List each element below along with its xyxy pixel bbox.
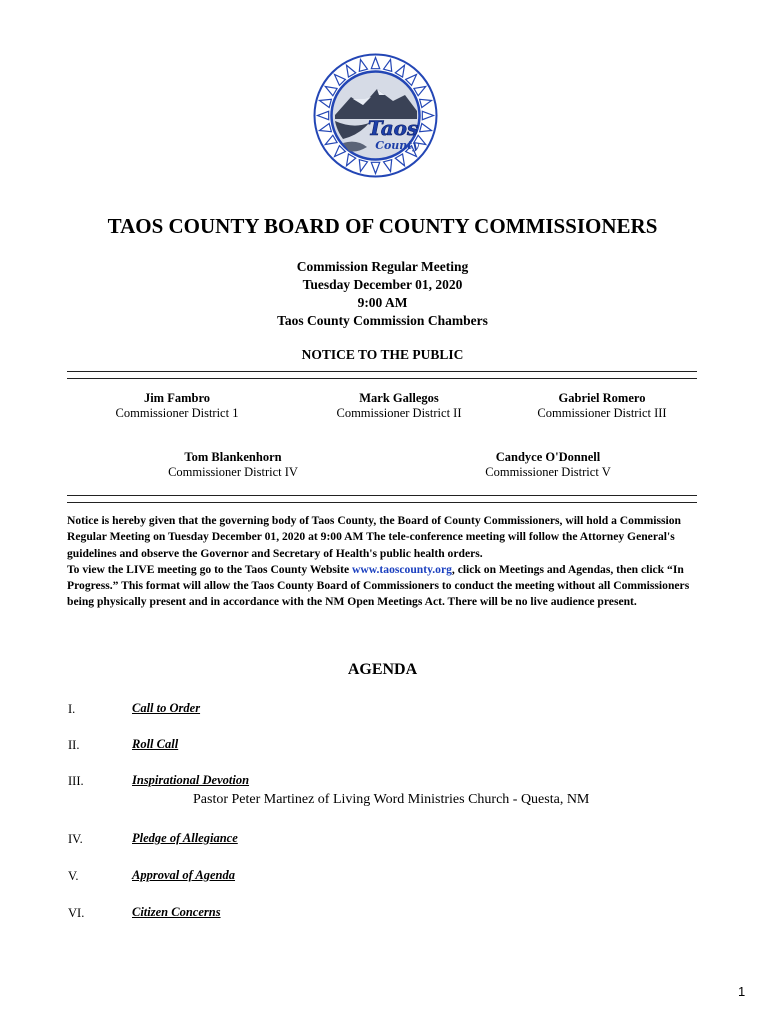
- notice-paragraph: Notice is hereby given that the governing body of Taos County, the Board of County Commissioners, will hold a Commission Regular Meeting on Tuesday December 01, 2020 at 9:00 AM The tele-conference meeting will follow the Attorney General's guidelines and observe the Governor and Secretary of Health's public health orders.: [67, 514, 681, 560]
- notice-text: , click on Meetings and Agendas, then click “In Progress.” This format will allow the Taos County Board of Commissioners to conduct the meeting without all Commissioners being physically present and in accordance with the NM Open Meetings Act. There will be no live audience present.: [67, 562, 690, 609]
- page-title: TAOS COUNTY BOARD OF COUNTY COMMISSIONERS: [107, 214, 658, 238]
- county-website-link[interactable]: www.taoscounty.org: [352, 562, 452, 576]
- agenda-item-number: I.: [68, 702, 76, 716]
- agenda-item-number: II.: [68, 738, 80, 752]
- agenda-item-number: VI.: [68, 906, 85, 920]
- commissioner-card: [143, 450, 323, 480]
- commissioner-district: Commissioner District III: [537, 406, 667, 420]
- commissioner-name: Gabriel Romero: [558, 391, 646, 405]
- meeting-location: Taos County Commission Chambers: [277, 313, 488, 328]
- seal-text-line2: County: [375, 139, 419, 152]
- taos-county-seal-logo: [313, 53, 438, 178]
- commissioner-district: Commissioner District V: [485, 465, 611, 479]
- agenda-item-number: III.: [68, 774, 84, 788]
- agenda-item-detail: Pastor Peter Martinez of Living Word Ministries Church - Questa, NM: [193, 792, 590, 807]
- commissioner-card: [512, 391, 692, 421]
- divider-top-1: [67, 371, 697, 372]
- commissioner-name: Candyce O'Donnell: [495, 450, 601, 464]
- agenda-item-number: IV.: [68, 832, 83, 846]
- notice-paragraph-live: [67, 562, 707, 611]
- agenda-item-title: Roll Call: [132, 737, 179, 751]
- meeting-date: Tuesday December 01, 2020: [302, 277, 463, 292]
- meeting-type: Commission Regular Meeting: [296, 259, 469, 274]
- divider-bottom-2: [67, 502, 697, 503]
- seal-text-line1: Taos: [367, 116, 419, 140]
- notice-heading: NOTICE TO THE PUBLIC: [301, 347, 464, 362]
- notice-text: To view the LIVE meeting go to the Taos County Website: [67, 562, 353, 576]
- divider-top-2: [67, 378, 697, 379]
- meeting-time: 9:00 AM: [357, 295, 408, 310]
- commissioner-district: Commissioner District 1: [115, 406, 239, 420]
- agenda-item-title: Pledge of Allegiance: [132, 831, 238, 845]
- commissioner-card: [314, 391, 484, 421]
- agenda-item-number: V.: [68, 869, 79, 883]
- commissioner-card: [458, 450, 638, 480]
- divider-bottom-1: [67, 495, 697, 496]
- agenda-item-title: Citizen Concerns: [132, 905, 221, 919]
- agenda-heading: AGENDA: [347, 661, 418, 678]
- public-notice: [67, 513, 707, 611]
- page-number: 1: [738, 984, 746, 999]
- commissioner-district: Commissioner District IV: [168, 465, 298, 479]
- commissioner-name: Jim Fambro: [143, 391, 211, 405]
- commissioner-name: Tom Blankenhorn: [184, 450, 282, 464]
- agenda-item-title: Approval of Agenda: [132, 868, 236, 882]
- commissioner-district: Commissioner District II: [336, 406, 462, 420]
- agenda-item-title: Inspirational Devotion: [132, 773, 250, 787]
- commissioner-card: [92, 391, 262, 421]
- commissioner-name: Mark Gallegos: [359, 391, 439, 405]
- agenda-item-title: Call to Order: [132, 701, 201, 715]
